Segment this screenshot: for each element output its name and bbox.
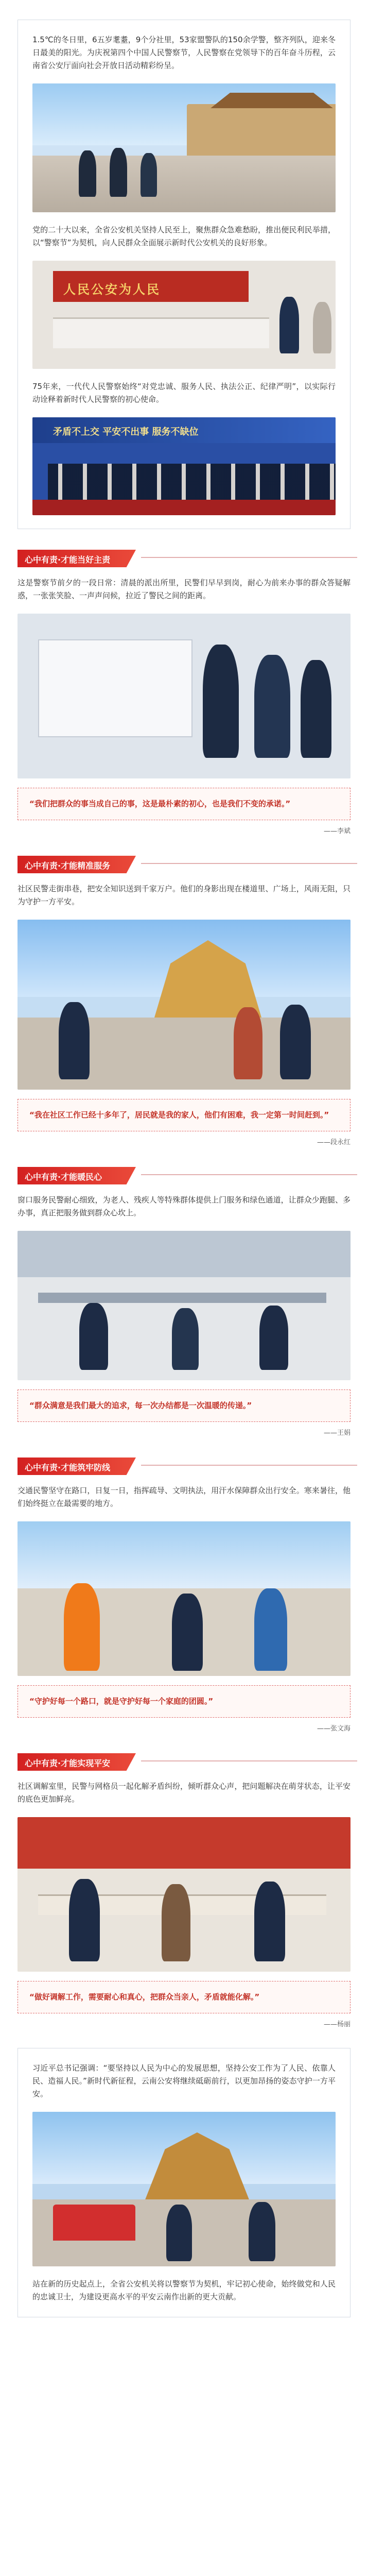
section-tag-5: 心中有责·才能实现平安: [17, 1753, 136, 1771]
section-5-quote: “做好调解工作，需要耐心和真心，把群众当亲人，矛盾就能化解。”: [17, 1981, 351, 2013]
section-3-sign: ——王娟: [323, 1429, 351, 1437]
photo-square-patrol: [32, 83, 336, 212]
intro-paragraph-2: 党的二十大以来，全省公安机关坚持人民至上，聚焦群众急难愁盼，推出便民利民举措，以“警察节”为契机，向人民群众全面展示新时代公安机关的良好形象。: [32, 225, 336, 247]
section-tag-4: 心中有责·才能筑牢防线: [17, 1458, 136, 1475]
section-1-quote: “我们把群众的事当成自己的事，这是最朴素的初心，也是我们不变的承诺。”: [17, 788, 351, 820]
intro-card: [17, 20, 351, 529]
photo-service-hall: [32, 261, 336, 369]
section-2-body: 社区民警走街串巷，把安全知识送到千家万户。他们的身影出现在楼道里、广场上，风雨无阻，只为守护一方平安。: [17, 884, 351, 906]
photo-section-3: [17, 1231, 351, 1380]
section-4-body: 交通民警坚守在路口，日复一日，指挥疏导、文明执法，用汗水保障群众出行安全。寒来暑往，他们始终挺立在最需要的地方。: [17, 1486, 351, 1508]
section-tag-2: 心中有责·才能精准服务: [17, 856, 136, 873]
section-4-sign: ——张文海: [317, 1725, 351, 1733]
section-2-sign: ——段永红: [317, 1139, 351, 1146]
photo-closing: [32, 2112, 336, 2266]
section-4-quote: “守护好每一个路口，就是守护好每一个家庭的团圆。”: [17, 1685, 351, 1718]
section-3-body: 窗口服务民警耐心细致，为老人、残疾人等特殊群体提供上门服务和绿色通道，让群众少跑腿、多办事，真正把服务做到群众心坎上。: [17, 1195, 351, 1217]
section-tag-1: 心中有责·才能当好主责: [17, 550, 136, 567]
section-5-sign: ——杨丽: [323, 2021, 351, 2028]
photo-group-stage: [32, 417, 336, 515]
closing-paragraph-2: 站在新的历史起点上，全省公安机关将以警察节为契机，牢记初心使命，始终做党和人民的忠诚卫士，为建设更高水平的平安云南作出新的更大贡献。: [32, 2279, 336, 2301]
closing-paragraph-1: 习近平总书记强调：“要坚持以人民为中心的发展思想，坚持公安工作为了人民、依靠人民、造福人民。”新时代新征程，云南公安将继续砥砺前行，以更加昂扬的姿态守护一方平安。: [32, 2063, 336, 2098]
section-1-body: 这是警察节前夕的一段日常：清晨的派出所里，民警们早早到岗，耐心为前来办事的群众答疑解惑，一张张笑脸、一声声问候，拉近了警民之间的距离。: [17, 578, 351, 600]
photo-section-5: [17, 1817, 351, 1972]
section-2-quote: “我在社区工作已经十多年了，居民就是我的家人，他们有困难，我一定第一时间赶到。”: [17, 1099, 351, 1131]
intro-paragraph-3: 75年来，一代代人民警察始终“对党忠诚、服务人民、执法公正、纪律严明”，以实际行动诠释着新时代人民警察的初心使命。: [32, 382, 336, 404]
stage-banner-text: 矛盾不上交 平安不出事 服务不缺位: [53, 427, 199, 437]
section-5-body: 社区调解室里，民警与网格员一起化解矛盾纠纷，倾听群众心声，把问题解决在萌芽状态，让平安的底色更加鲜亮。: [17, 1782, 351, 1804]
banner-text: 人民公安为人民: [63, 282, 161, 297]
intro-paragraph-1: 1.5℃的冬日里，6五岁耄耋，9个分社里，53家盟警队的150余学警，整齐列队，迎来冬日最美的阳光。为庆祝第四个中国人民警察节，人民警察在党领导下的百年奋斗历程，云南省公安厅面向社会开放日活动精彩纷呈。: [32, 35, 336, 70]
section-1-sign: ——李斌: [323, 827, 351, 835]
photo-section-4: [17, 1521, 351, 1676]
photo-section-2: [17, 920, 351, 1090]
photo-section-1: [17, 614, 351, 778]
closing-card: [17, 2048, 351, 2317]
section-tag-3: 心中有责·才能暖民心: [17, 1167, 136, 1184]
section-3-quote: “群众满意是我们最大的追求，每一次办结都是一次温暖的传递。”: [17, 1389, 351, 1422]
